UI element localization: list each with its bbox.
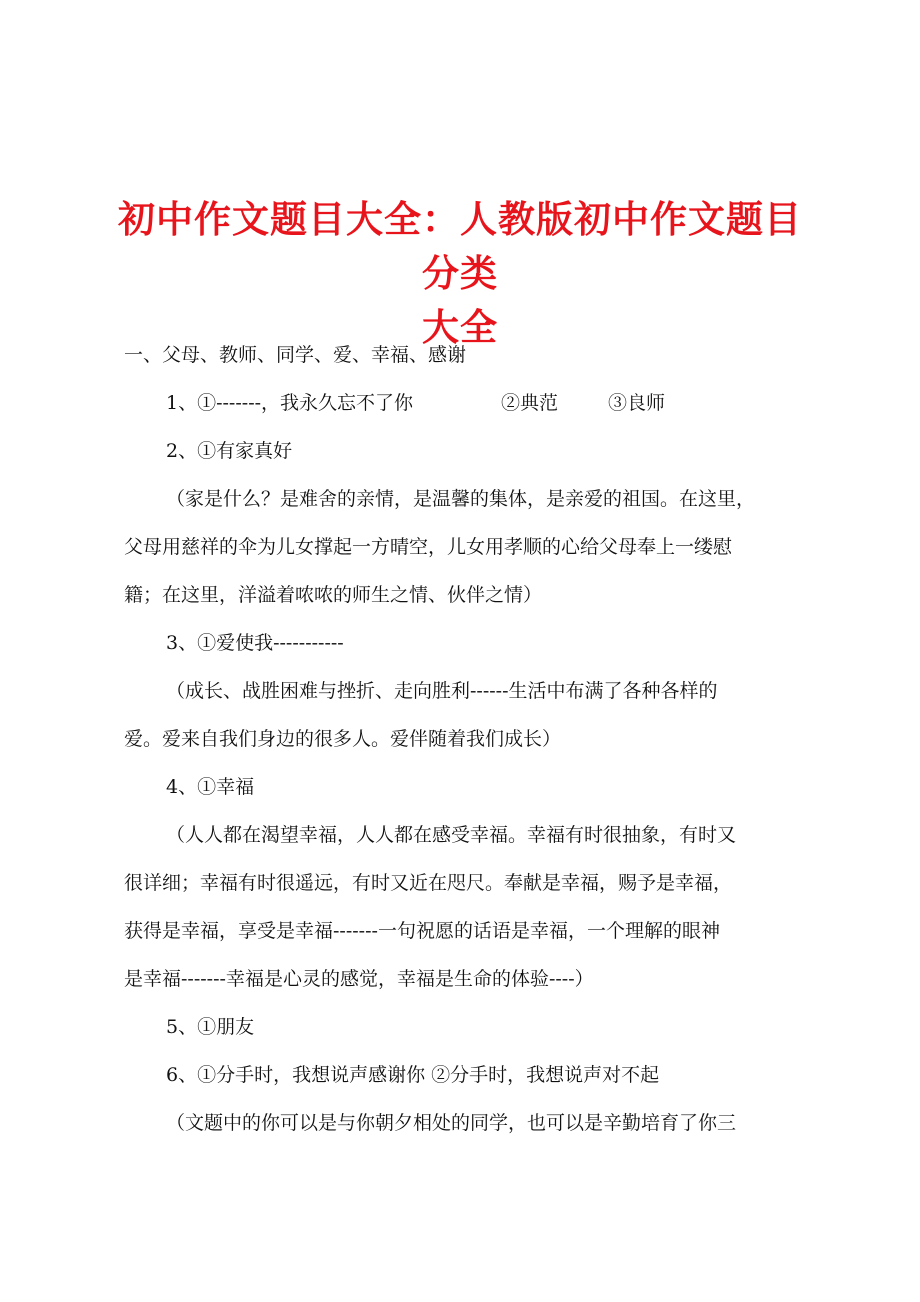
title-line-2: 大全: [422, 306, 498, 349]
item-1: [166, 391, 856, 415]
item-6-note-line: （文题中的你可以是与你朝夕相处的同学，也可以是辛勤培育了你三: [166, 1112, 737, 1134]
item-3-note-line: （成长、战胜困难与挫折、走向胜利------生活中布满了各种各样的: [166, 680, 718, 702]
item-6: 6、①分手时，我想说声感谢你 ②分手时，我想说声对不起: [166, 1064, 660, 1086]
section-heading: 一、父母、教师、同学、爱、幸福、感谢: [124, 344, 467, 366]
item-2-note-line: 父母用慈祥的伞为儿女撑起一方晴空，儿女用孝顺的心给父母奉上一缕慰: [124, 536, 733, 558]
item-5: 5、①朋友: [166, 1016, 255, 1038]
title-line-1: 初中作文题目大全：人教版初中作文题目分类: [118, 198, 802, 295]
item-3-note-line: 爱。爱来自我们身边的很多人。爱伴随着我们成长）: [124, 728, 562, 750]
item-4-note-line: （人人都在渴望幸福，人人都在感受幸福。幸福有时很抽象，有时又: [166, 824, 737, 846]
item-2: 2、①有家真好: [166, 440, 293, 462]
item-2-note-line: （家是什么？是难舍的亲情，是温馨的集体，是亲爱的祖国。在这里，: [166, 488, 756, 510]
document-title: [110, 193, 810, 355]
item-3: 3、①爱使我-----------: [166, 632, 344, 654]
item-2-note-line: 籍；在这里，洋溢着哝哝的师生之情、伙伴之情）: [124, 584, 543, 606]
item-4-note-line: 获得是幸福，享受是幸福-------一句祝愿的话语是幸福，一个理解的眼神: [124, 920, 720, 942]
item-4-note-line: 很详细；幸福有时很遥远，有时又近在咫尺。奉献是幸福，赐予是幸福，: [124, 872, 733, 894]
item-4: 4、①幸福: [166, 776, 255, 798]
item-1-text: 1、①-------，我永久忘不了你: [166, 392, 414, 414]
item-4-note-line: 是幸福-------幸福是心灵的感觉，幸福是生命的体验----）: [124, 968, 594, 990]
item-1-option-2: ②典范: [501, 392, 559, 414]
item-1-option-3: ③良师: [608, 392, 666, 414]
